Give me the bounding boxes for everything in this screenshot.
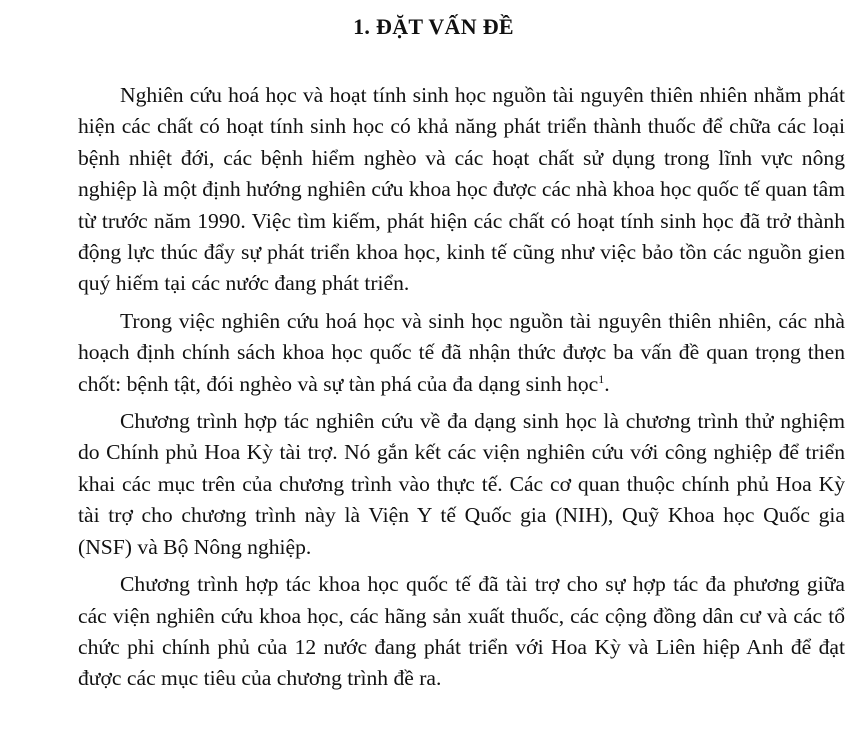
section-heading: 1. ĐẶT VẤN ĐỀ <box>353 14 514 39</box>
paragraph-4: Chương trình hợp tác khoa học quốc tế đã tài trợ cho sự hợp tác đa phương giữa các viện nghiên cứu khoa học, các hãng sản xuất thuốc, các cộng đồng dân cư và các tổ chức phi chính phủ của 12 nước đang phát triển với Hoa Kỳ và Liên hiệp Anh để đạt được các mục tiêu của chương trình đề ra. <box>78 572 845 691</box>
paragraph-2 <box>78 306 845 400</box>
paragraph-1: Nghiên cứu hoá học và hoạt tính sinh học nguồn tài nguyên thiên nhiên nhằm phát hiện các chất có hoạt tính sinh học có khả năng phát triển thành thuốc để chữa các loại bệnh nhiệt đới, các bệnh hiểm nghèo và các hoạt chất sử dụng trong lĩnh vực nông nghiệp là một định hướng nghiên cứu khoa học được các nhà khoa học quốc tế quan tâm từ trước năm 1990. Việc tìm kiếm, phát hiện các chất có hoạt tính sinh học đã trở thành động lực thúc đẩy sự phát triển khoa học, kinh tế cũng như việc bảo tồn các nguồn gien quý hiếm tại các nước đang phát triển. <box>78 83 845 296</box>
document-body <box>78 80 845 695</box>
footnote-marker: 1 <box>598 371 605 386</box>
paragraph-3: Chương trình hợp tác nghiên cứu về đa dạng sinh học là chương trình thử nghiệm do Chính phủ Hoa Kỳ tài trợ. Nó gắn kết các viện nghiên cứu với công nghiệp để triển khai các mục trên của chương trình vào thực tế. Các cơ quan thuộc chính phủ Hoa Kỳ tài trợ cho chương trình này là Viện Y tế Quốc gia (NIH), Quỹ Khoa học Quốc gia (NSF) và Bộ Nông nghiệp. <box>78 409 845 559</box>
paragraph-2-text: Trong việc nghiên cứu hoá học và sinh học nguồn tài nguyên thiên nhiên, các nhà hoạch định chính sách khoa học quốc tế đã nhận thức được ba vấn đề quan trọng then chốt: bệnh tật, đói nghèo và sự tàn phá của đa dạng sinh học <box>78 308 845 396</box>
paragraph-2-end: . <box>604 371 610 396</box>
